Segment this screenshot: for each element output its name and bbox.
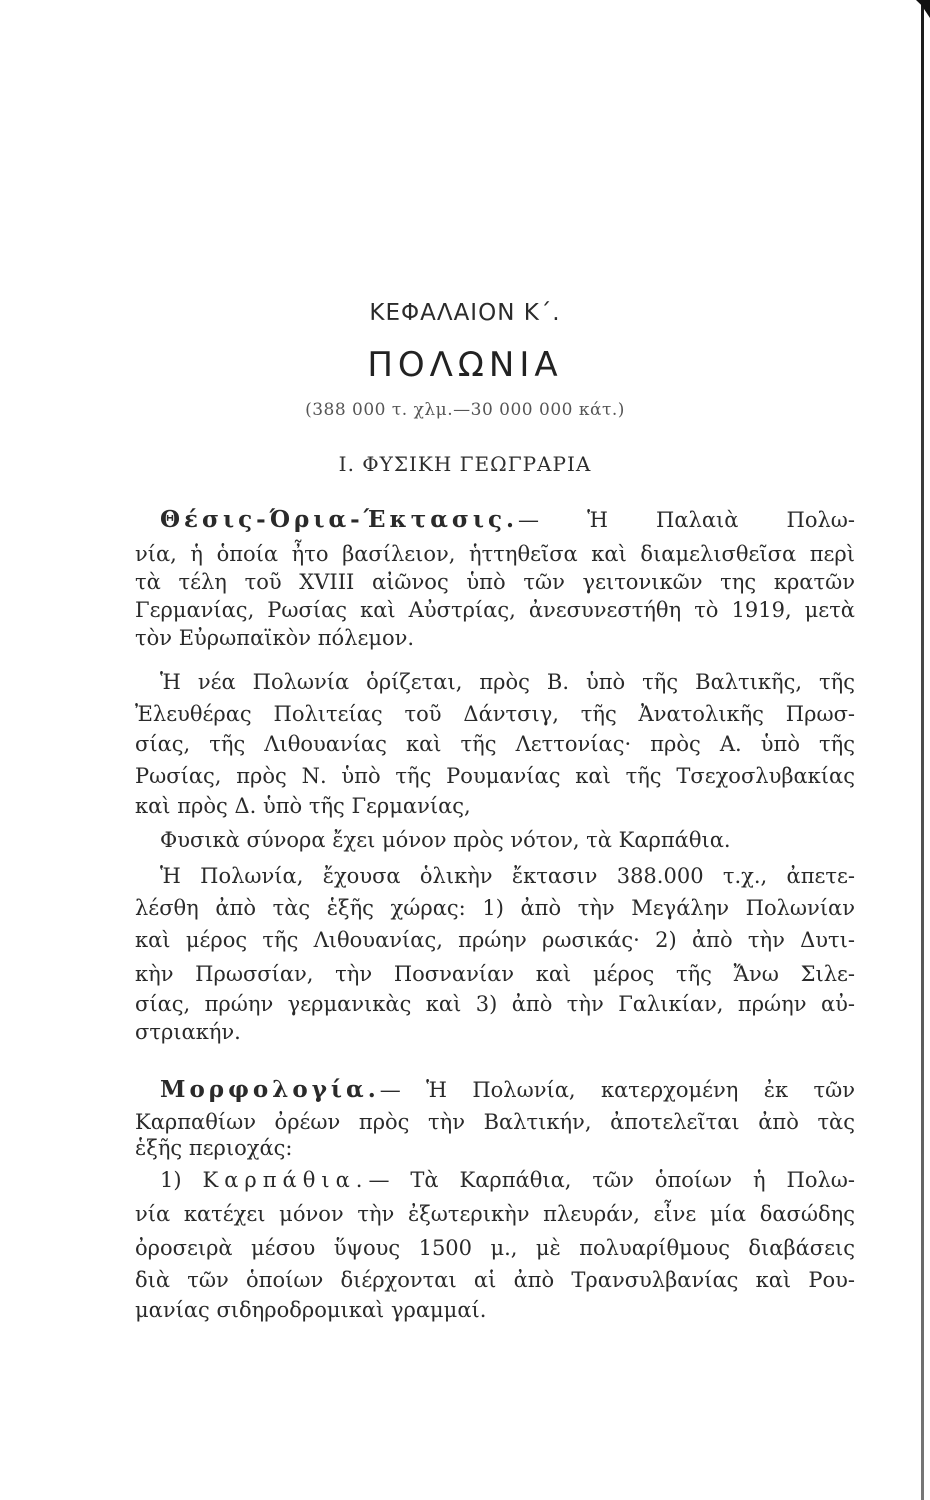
paragraph-line [160,1166,855,1194]
line-text: — Ἡ Πολωνία, κατερχομένη ἐκ τῶν [379,1078,855,1102]
line-text: — Ἡ Παλαιὰ Πολω- [518,508,855,532]
paragraph-line: τὰ τέλη τοῦ XVIII αἰῶνος ὑπὸ τῶν γειτονικῶν της κρατῶν [135,570,855,594]
paragraph-line: καὶ μέρος τῆς Λιθουανίας, πρώην ρωσικάς· 2) ἀπὸ τὴν Δυτι- [135,928,855,952]
paragraph-line: κὴν Πρωσσίαν, τὴν Ποσνανίαν καὶ μέρος τῆς Ἄνω Σιλε- [135,962,855,986]
paragraph-line: Ἡ νέα Πολωνία ὁρίζεται, πρὸς Β. ὑπὸ τῆς Βαλτικῆς, τῆς [160,670,855,694]
paragraph-line: Φυσικὰ σύνορα ἔχει μόνον πρὸς νότον, τὰ Καρπάθια. [160,828,731,852]
list-number: 1) [160,1168,182,1192]
paragraph-line: καὶ πρὸς Δ. ὑπὸ τῆς Γερμανίας, [135,794,471,818]
paragraph-line: διὰ τῶν ὁποίων διέρχονται αἱ ἀπὸ Τρανσυλβανίας καὶ Ρου- [135,1268,855,1292]
paragraph-line: τὸν Εὐρωπαϊκὸν πόλεμον. [135,626,415,650]
paragraph-line: ὀροσειρὰ μέσου ὕψους 1500 μ., μὲ πολυαρίθμους διαβάσεις [135,1236,855,1260]
paragraph-heading: Μορφολογία. [160,1076,380,1103]
paragraph-line: ἑξῆς περιοχάς: [135,1136,293,1160]
paragraph-line: Γερμανίας, Ρωσίας καὶ Αὐστρίας, ἀνεσυνεστήθη τὸ 1919, μετὰ [135,598,855,622]
paragraph-heading: Θέσις-Όρια-Έκτασις. [160,506,519,533]
paragraph-line: Ρωσίας, πρὸς Ν. ὑπὸ τῆς Ρουμανίας καὶ τῆς Τσεχοσλυβακίας [135,764,855,788]
paragraph-line: μανίας σιδηροδρομικαὶ γραμμαί. [135,1298,487,1322]
paragraph-line: Ἐλευθέρας Πολιτείας τοῦ Δάντσιγ, τῆς Ἀνατολικῆς Πρωσ- [135,702,855,726]
paragraph-line: στριακήν. [135,1020,241,1044]
section-heading: Ι. ΦΥΣΙΚΗ ΓΕΩΓΡΑΡΙΑ [338,452,592,476]
paragraph-line: νία, ἡ ὁποία ἦτο βασίλειον, ἡττηθεῖσα καὶ διαμελισθεῖσα περὶ [135,542,855,566]
chapter-heading: ΚΕΦΑΛΑΙΟΝ Κ΄. [369,300,561,326]
page-title: ΠΟΛΩΝΙΑ [367,345,563,385]
paragraph-line: Καρπαθίων ὀρέων πρὸς τὴν Βαλτικήν, ἀποτελεῖται ἀπὸ τὰς [135,1110,855,1134]
area-population-note: (388 000 τ. χλμ.—30 000 000 κάτ.) [305,400,625,420]
paragraph-line: λέσθη ἀπὸ τὰς ἑξῆς χώρας: 1) ἀπὸ τὴν Μεγάλην Πολωνίαν [135,896,855,920]
paragraph-heading: Καρπάθια. [202,1168,369,1192]
paragraph-line: νία κατέχει μόνον τὴν ἐξωτερικὴν πλευράν, εἶνε μία δασώδης [135,1202,855,1226]
paragraph-line [160,506,855,534]
line-text: — Τὰ Καρπάθια, τῶν ὁποίων ἡ Πολω- [368,1168,855,1192]
paragraph-line: σίας, τῆς Λιθουανίας καὶ τῆς Λεττονίας· πρὸς Α. ὑπὸ τῆς [135,732,855,756]
paragraph-line: Ἡ Πολωνία, ἔχουσα ὁλικὴν ἔκτασιν 388.000 τ.χ., ἀπετε- [160,864,855,888]
paragraph-line: σίας, πρώην γερμανικὰς καὶ 3) ἀπὸ τὴν Γαλικίαν, πρώην αὐ- [135,992,855,1016]
paragraph-line [160,1076,855,1104]
